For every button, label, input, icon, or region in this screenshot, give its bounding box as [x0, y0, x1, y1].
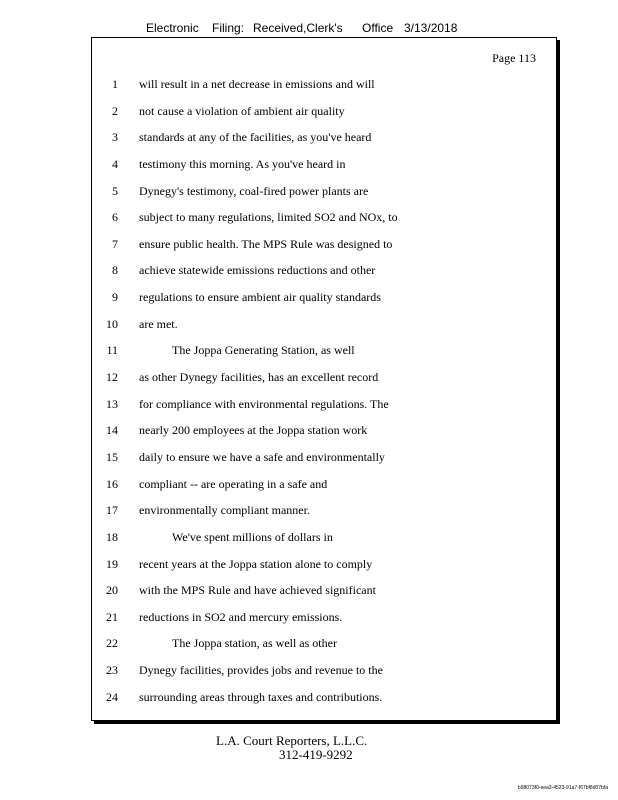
line-number: 7 [112, 236, 118, 251]
transcript-line [92, 524, 556, 551]
transcript-line [92, 551, 556, 578]
line-number: 2 [112, 103, 118, 118]
line-text: testimony this morning. As you've heard in [139, 156, 346, 171]
line-number: 18 [106, 529, 118, 544]
footer-phone-number: 312-419-9292 [279, 747, 353, 762]
line-text: achieve statewide emissions reductions and other [139, 263, 376, 278]
line-text: The Joppa station, as well as other [172, 636, 337, 651]
line-number: 20 [106, 583, 118, 598]
line-number: 16 [106, 476, 118, 491]
transcript-line [92, 471, 556, 498]
line-number: 4 [112, 156, 118, 171]
line-text: not cause a violation of ambient air quality [139, 103, 345, 118]
transcript-line [92, 444, 556, 471]
line-text: We've spent millions of dollars in [172, 529, 333, 544]
line-number: 24 [106, 689, 118, 704]
line-text: compliant -- are operating in a safe and [139, 476, 328, 491]
line-number: 17 [106, 503, 118, 518]
transcript-line [92, 630, 556, 657]
transcript-line [92, 497, 556, 524]
line-text: Dynegy facilities, provides jobs and revenue to the [139, 663, 383, 678]
line-number: 19 [106, 556, 118, 571]
line-text: subject to many regulations, limited SO2 and NOx, to [139, 210, 398, 225]
filing-stamp-word-electronic: Electronic [146, 21, 199, 35]
line-text: recent years at the Joppa station alone to comply [139, 556, 373, 571]
transcript-line [92, 231, 556, 258]
line-number: 23 [106, 663, 118, 678]
transcript-line [92, 257, 556, 284]
line-number: 21 [106, 609, 118, 624]
transcript-line [92, 417, 556, 444]
line-text: as other Dynegy facilities, has an excellent record [139, 370, 379, 385]
line-number: 11 [106, 343, 118, 358]
line-text: ensure public health. The MPS Rule was designed to [139, 236, 393, 251]
line-text: Dynegy's testimony, coal-fired power plants are [139, 183, 369, 198]
line-number: 13 [106, 396, 118, 411]
line-text: are met. [139, 316, 178, 331]
transcript-lines [92, 71, 556, 710]
line-text: regulations to ensure ambient air quality standards [139, 290, 381, 305]
line-number: 22 [106, 636, 118, 651]
line-text: nearly 200 employees at the Joppa station work [139, 423, 368, 438]
transcript-line [92, 178, 556, 205]
transcript-line [92, 364, 556, 391]
line-number: 15 [106, 449, 118, 464]
transcript-line [92, 124, 556, 151]
line-number: 10 [106, 316, 118, 331]
line-text: The Joppa Generating Station, as well [172, 343, 355, 358]
line-text: with the MPS Rule and have achieved significant [139, 583, 376, 598]
transcript-line [92, 577, 556, 604]
line-number: 8 [112, 263, 118, 278]
footer-company-name: L.A. Court Reporters, L.L.C. [216, 733, 368, 748]
transcript-line [92, 604, 556, 631]
transcript-line [92, 151, 556, 178]
filing-stamp-date: 3/13/2018 [404, 21, 458, 35]
line-number: 6 [112, 210, 118, 225]
transcript-line [92, 391, 556, 418]
line-text: environmentally compliant manner. [139, 503, 310, 518]
filing-stamp-header [0, 21, 618, 37]
document-id: b98073f0-eea3-4523-91a7-f67bf8d07bfa [517, 785, 608, 791]
line-number: 12 [106, 370, 118, 385]
line-number: 14 [106, 423, 118, 438]
line-text: reductions in SO2 and mercury emissions. [139, 609, 343, 624]
line-number: 9 [112, 290, 118, 305]
line-text: will result in a net decrease in emissions and will [139, 77, 375, 91]
line-text: for compliance with environmental regulations. The [139, 396, 389, 411]
filing-stamp-word-filing: Filing: [212, 21, 245, 35]
transcript-line [92, 684, 556, 711]
transcript-line [92, 284, 556, 311]
transcript-line [92, 98, 556, 125]
line-number: 3 [112, 130, 118, 145]
line-text: daily to ensure we have a safe and environmentally [139, 449, 385, 464]
transcript-line [92, 657, 556, 684]
transcript-page [91, 37, 557, 721]
filing-stamp-word-received-clerks: Received,Clerk's [253, 21, 343, 35]
line-text: standards at any of the facilities, as you've heard [139, 130, 372, 145]
filing-stamp-word-office: Office [362, 21, 394, 35]
transcript-line [92, 204, 556, 231]
line-text: surrounding areas through taxes and contributions. [139, 689, 383, 704]
line-number: 1 [112, 77, 118, 91]
transcript-line [92, 71, 556, 98]
page-number: Page 113 [492, 51, 536, 65]
line-number: 5 [112, 183, 118, 198]
transcript-line [92, 337, 556, 364]
transcript-line [92, 311, 556, 338]
